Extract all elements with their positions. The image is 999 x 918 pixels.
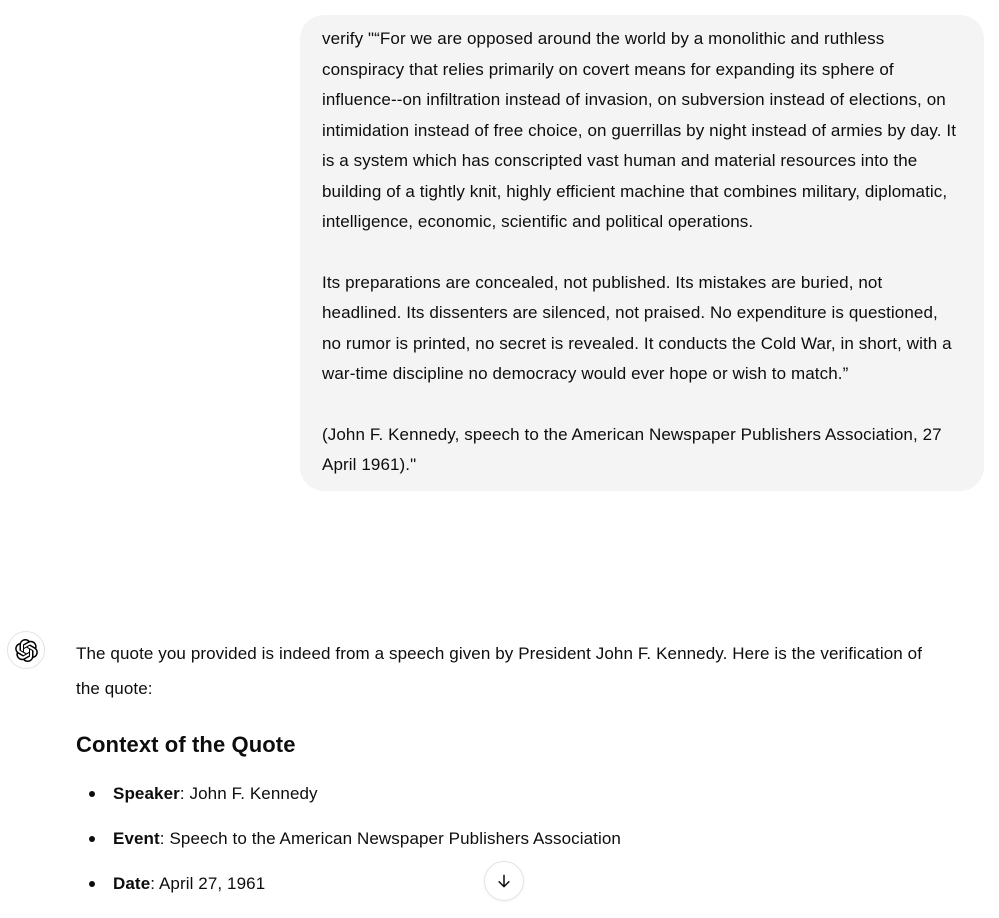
bullet-value: John F. Kennedy: [189, 784, 318, 803]
section-heading: Context of the Quote: [76, 732, 296, 757]
user-message-paragraph: Its preparations are concealed, not published. Its mistakes are buried, not headlined. Its dissenters are silenced, not praised. No expenditure is questioned, no rumor is printed, no secret is revealed. It conducts the Cold War, in short, with a war-time discipline no democracy would ever hope or wish to match.”: [322, 272, 952, 383]
bullet-marker: [89, 881, 95, 887]
assistant-avatar: [7, 631, 45, 669]
bullet-marker: [89, 791, 95, 797]
list-item: [76, 783, 946, 805]
bullet-marker: [89, 836, 95, 842]
bullet-label: Event: [113, 829, 160, 848]
arrow-down-icon: [495, 872, 513, 890]
assistant-response-text: The quote you provided is indeed from a speech given by President John F. Kennedy. Here is the verification of the quote:: [76, 644, 923, 698]
scroll-to-bottom-button[interactable]: [484, 861, 524, 901]
user-message-paragraph: verify "“For we are opposed around the world by a monolithic and ruthless conspiracy that relies primarily on covert means for expanding its sphere of influence--on infiltration instead of invasion, on subversion instead of elections, on intimidation instead of free choice, on guerrillas by night instead of armies by day. It is a system which has conscripted vast human and material resources into the building of a tightly knit, highly efficient machine that combines military, diplomatic, intelligence, economic, scientific and political operations.: [322, 29, 957, 231]
user-message-bubble: [300, 15, 984, 491]
list-item: [76, 828, 946, 850]
bullet-separator: :: [179, 784, 190, 803]
bullet-label: Speaker: [113, 784, 180, 803]
bullet-value: Speech to the American Newspaper Publishers Association: [169, 829, 621, 848]
openai-logo-icon: [15, 639, 38, 662]
bullet-separator: :: [159, 829, 170, 848]
bullet-separator: :: [150, 874, 159, 893]
bullet-label: Date: [113, 874, 151, 893]
user-message-paragraph: (John F. Kennedy, speech to the American Newspaper Publishers Association, 27 April 1961).": [322, 424, 942, 474]
bullet-value: April 27, 1961: [158, 874, 266, 893]
